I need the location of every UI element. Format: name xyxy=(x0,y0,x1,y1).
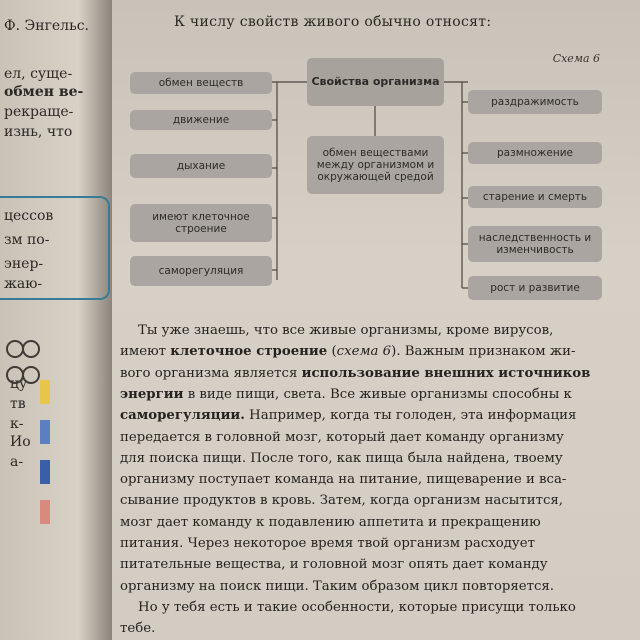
prev-page-line: рекраще- xyxy=(4,104,74,120)
paragraph-line: энергии в виде пищи, света. Все живые организмы способны к xyxy=(120,386,572,402)
left-property-node: движение xyxy=(130,110,272,130)
prev-page-line: Ф. Энгельс. xyxy=(4,18,89,34)
right-property-node: рост и развитие xyxy=(468,276,602,300)
prev-page-line: энер- xyxy=(4,256,44,272)
left-property-node: обмен веществ xyxy=(130,72,272,94)
prev-page-line: Ио xyxy=(10,434,31,450)
paragraph-line: имеют клеточное строение (схема 6). Важным признаком жи- xyxy=(120,344,576,360)
paragraph-line: сывание продуктов в кровь. Затем, когда организм насытится, xyxy=(120,493,564,509)
left-property-node: дыхание xyxy=(130,154,272,178)
notebook-spiral xyxy=(0,340,50,550)
paragraph-line: тебе. xyxy=(120,621,156,637)
prev-page-line: ел, суще- xyxy=(4,66,73,82)
section-heading: К числу свойств живого обычно относят: xyxy=(174,14,492,30)
paragraph-line: вого организма является использование внешних источников xyxy=(120,365,591,381)
prev-page-line: изнь, что xyxy=(4,124,73,140)
prev-page-line: к- xyxy=(10,416,24,432)
center-sub-node: обмен веществами между организмом и окружающей средой xyxy=(307,136,444,194)
paragraph-line: Ты уже знаешь, что все живые организмы, кроме вирусов, xyxy=(138,323,554,338)
prev-page-line: тв xyxy=(10,396,26,412)
paragraph-line: организму на поиск пищи. Таким образом цикл повторяется. xyxy=(120,578,555,594)
right-property-node: старение и смерть xyxy=(468,186,602,208)
paragraph-line: организму поступает команда на питание, пищеварение и вса- xyxy=(120,472,567,488)
prev-page-line: обмен ве- xyxy=(4,84,84,100)
center-node: Свойства организма xyxy=(307,58,444,106)
left-property-node: имеют клеточное строение xyxy=(130,204,272,242)
properties-diagram xyxy=(122,58,602,312)
left-property-node: саморегуляция xyxy=(130,256,272,286)
prev-page-line: а- xyxy=(10,454,24,470)
scheme-label: Схема 6 xyxy=(552,52,600,65)
prev-page-line: цу xyxy=(10,376,28,392)
previous-page xyxy=(0,0,112,640)
prev-page-line: зм по- xyxy=(4,232,50,248)
paragraph-line: Но у тебя есть и такие особенности, которые присущи только xyxy=(138,599,576,615)
paragraph-line: питательные вещества, и головной мозг опять дает команду xyxy=(120,557,548,573)
paragraph-line: мозг дает команду к подавлению аппетита и прекращению xyxy=(120,514,541,530)
paragraph-line: питания. Через некоторое время твой организм расходует xyxy=(120,536,535,551)
prev-page-line: цессов xyxy=(4,208,54,224)
right-property-node: наследственность и изменчивость xyxy=(468,226,602,262)
paragraph-line: передается в головной мозг, который дает команду организму xyxy=(120,429,564,445)
paragraph-line: для поиска пищи. После того, как пища была найдена, твоему xyxy=(120,450,563,466)
textbook-page xyxy=(112,0,640,640)
right-property-node: раздражимость xyxy=(468,90,602,114)
paragraph-line: саморегуляции. Например, когда ты голоден, эта информация xyxy=(120,408,577,424)
prev-page-line: жаю- xyxy=(4,276,43,292)
right-property-node: размножение xyxy=(468,142,602,164)
